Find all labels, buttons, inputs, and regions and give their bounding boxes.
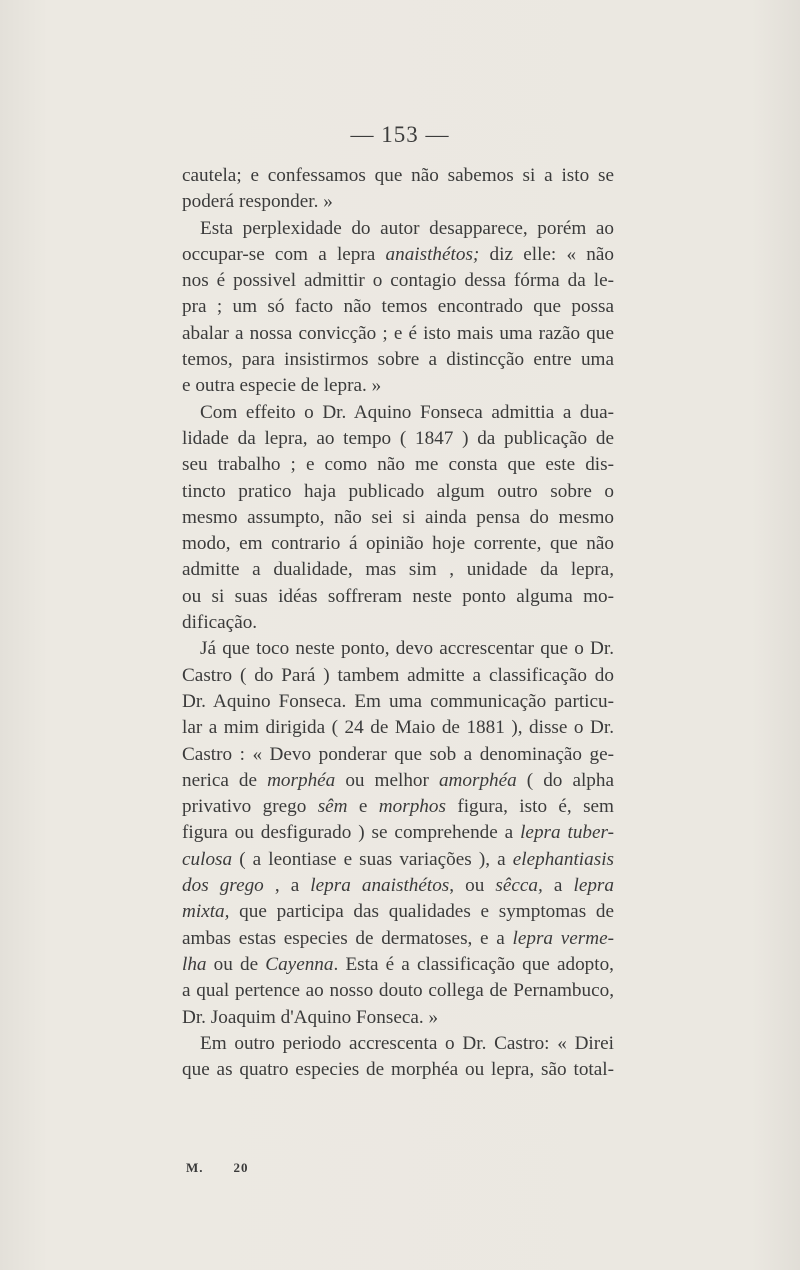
italic-text: sêm — [317, 796, 348, 818]
text-run: dificação. — [182, 612, 258, 634]
text-line — [182, 189, 614, 215]
text-line — [182, 347, 614, 373]
text-run: ( a leontiase e suas variações ), a — [232, 848, 513, 870]
text-run: seu trabalho ; e como não me consta que este dis- — [182, 454, 614, 476]
text-run: Já que toco neste ponto, devo accrescentar que o Dr. — [200, 638, 614, 660]
printer-signature-mark — [186, 1160, 249, 1176]
text-line — [182, 636, 614, 662]
text-line — [182, 400, 614, 426]
text-run: , ou — [449, 875, 496, 897]
text-run: que participa das qualidades e symptomas de — [229, 901, 614, 923]
text-run: a — [542, 875, 574, 897]
text-line — [182, 163, 614, 189]
text-line — [182, 268, 614, 294]
text-line — [182, 294, 614, 320]
text-line — [182, 820, 614, 846]
text-line — [182, 873, 614, 899]
text-run: cautela; e confessamos que não sabemos si a isto se — [182, 165, 614, 186]
italic-text: lha — [182, 953, 207, 975]
text-line — [182, 689, 614, 715]
text-run: e — [347, 796, 379, 818]
text-run: Esta perplexidade do autor desapparece, porém ao — [200, 217, 614, 239]
text-line — [182, 242, 614, 268]
text-run: Castro ( do Pará ) tambem admitte a classificação do — [182, 664, 614, 686]
text-run: figura, isto é, sem — [445, 796, 614, 818]
text-run: a qual pertence ao nosso douto collega de Pernambuco, — [182, 980, 614, 1002]
text-line — [182, 742, 614, 768]
text-line — [182, 1005, 614, 1031]
text-line — [182, 715, 614, 741]
text-line — [182, 452, 614, 478]
text-line — [182, 1057, 614, 1083]
text-line — [182, 531, 614, 557]
signature-letter: M. — [186, 1160, 204, 1175]
text-run: ambas estas especies de dermatoses, e a — [182, 927, 513, 949]
italic-text: dos grego — [182, 875, 264, 897]
text-line — [182, 899, 614, 925]
text-line — [182, 557, 614, 583]
text-line — [182, 426, 614, 452]
text-run: temos, para insistirmos sobre a distincção entre uma — [182, 349, 614, 371]
italic-text: lepra — [573, 875, 614, 897]
italic-text: culosa — [182, 848, 233, 870]
text-run: figura ou desfigurado ) se comprehende a — [182, 822, 521, 844]
text-line — [182, 505, 614, 531]
text-line — [182, 479, 614, 505]
italic-text: mixta, — [182, 901, 230, 923]
italic-text: Cayenna — [265, 953, 334, 975]
text-line — [182, 1031, 614, 1057]
italic-text: lepra tuber- — [520, 822, 614, 844]
text-line — [182, 663, 614, 689]
text-run: nos é possivel admittir o contagio dessa fórma da le- — [182, 270, 614, 292]
text-run: Com effeito o Dr. Aquino Fonseca admittia a dua- — [200, 401, 614, 423]
text-run: Dr. Aquino Fonseca. Em uma communicação particu- — [182, 690, 614, 712]
text-line — [182, 926, 614, 952]
text-run: modo, em contrario á opinião hoje corrente, que não — [182, 533, 614, 555]
text-run: ( do alpha — [516, 769, 614, 791]
text-line — [182, 768, 614, 794]
text-line — [182, 584, 614, 610]
text-line — [182, 373, 614, 399]
text-line — [182, 321, 614, 347]
signature-sheet-number: 20 — [233, 1160, 249, 1175]
text-run: lar a mim dirigida ( 24 de Maio de 1881 ), disse o Dr. — [182, 717, 614, 739]
text-run: ou si suas idéas soffreram neste ponto alguma mo- — [182, 585, 614, 607]
text-run: occupar-se com a lepra — [182, 243, 386, 265]
text-line — [182, 847, 614, 873]
text-run: ou de — [206, 953, 266, 975]
text-run: nerica de — [182, 769, 268, 791]
text-run: mesmo assumpto, não sei si ainda pensa do mesmo — [182, 506, 614, 528]
italic-text: lepra anaisthétos — [310, 875, 450, 897]
page-number: — 153 — — [350, 122, 450, 147]
text-run: diz elle: « não — [479, 243, 614, 265]
italic-text: lepra verme- — [512, 927, 614, 949]
text-run: pra ; um só facto não temos encontrado que possa — [182, 296, 614, 318]
italic-text: elephantiasis — [512, 848, 614, 870]
text-run: . Esta é a classificação que adopto, — [333, 953, 614, 975]
text-run: tincto pratico haja publicado algum outro sobre o — [182, 480, 614, 502]
text-line — [182, 216, 614, 242]
text-line — [182, 794, 614, 820]
text-run: ou melhor — [335, 769, 439, 791]
text-run: abalar a nossa convicção ; e é isto mais uma razão que — [182, 322, 614, 344]
text-run: Em outro periodo accrescenta o Dr. Castro: « Direi — [200, 1032, 614, 1054]
text-run: que as quatro especies de morphéa ou lepra, são total- — [182, 1059, 614, 1081]
text-run: Dr. Joaquim d'Aquino Fonseca. » — [182, 1006, 439, 1028]
italic-text: amorphéa — [438, 769, 517, 791]
text-run: Castro : « Devo ponderar que sob a denominação ge- — [182, 743, 614, 765]
body-text — [182, 163, 614, 1083]
text-line — [182, 610, 614, 636]
text-run: , a — [263, 875, 311, 897]
text-run: lidade da lepra, ao tempo ( 1847 ) da publicação de — [182, 427, 614, 449]
italic-text: sêcca, — [495, 875, 543, 897]
italic-text: morphéa — [267, 769, 336, 791]
text-line — [182, 978, 614, 1004]
text-run: poderá responder. » — [182, 191, 333, 213]
text-run: admitte a dualidade, mas sim , unidade da lepra, — [182, 559, 614, 581]
text-run: privativo grego — [182, 796, 318, 818]
text-run: e outra especie de lepra. » — [182, 375, 382, 397]
italic-text: morphos — [378, 796, 446, 818]
text-line — [182, 952, 614, 978]
italic-text: anaisthétos; — [385, 243, 480, 265]
